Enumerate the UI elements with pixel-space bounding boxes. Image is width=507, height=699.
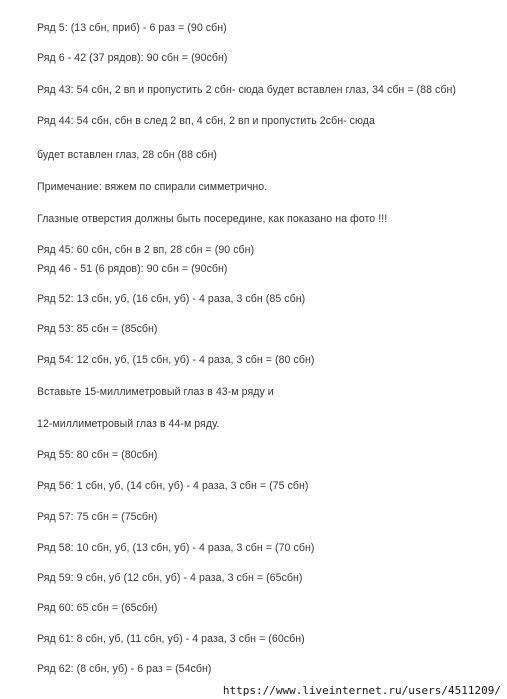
eye-holes-note-line: Глазные отверстия должны быть посередине, как показано на фото !!! xyxy=(37,213,388,225)
rows-46-51-line: Ряд 46 - 51 (6 рядов): 90 сбн = (90сбн) xyxy=(37,263,228,275)
row-43-line: Ряд 43: 54 сбн, 2 вп и пропустить 2 сбн- сюда будет вставлен глаз, 34 сбн = (88 сбн) xyxy=(37,84,456,96)
row-44-line: Ряд 44: 54 сбн, сбн в след 2 вп, 4 сбн, 2 вп и пропустить 2сбн- сюда xyxy=(37,115,375,127)
source-url-watermark: https://www.liveinternet.ru/users/4511209/ xyxy=(222,684,501,697)
row-54-line: Ряд 54: 12 сбн, уб, (15 сбн, уб) - 4 раза, 3 сбн = (80 сбн) xyxy=(37,354,315,366)
row-5-line: Ряд 5: (13 сбн, приб) - 6 раз = (90 сбн) xyxy=(37,22,227,34)
row-55-line: Ряд 55: 80 сбн = (80сбн) xyxy=(37,449,158,461)
insert-eye-12mm-line: 12-миллиметровый глаз в 44-м ряду. xyxy=(37,418,220,430)
row-44-continuation-line: будет вставлен глаз, 28 сбн (88 сбн) xyxy=(37,149,217,161)
note-line: Примечание: вяжем по спирали симметрично. xyxy=(37,181,268,193)
row-60-line: Ряд 60: 65 сбн = (65сбн) xyxy=(37,602,158,614)
row-53-line: Ряд 53: 85 сбн = (85сбн) xyxy=(37,323,158,335)
row-59-line: Ряд 59: 9 сбн, уб (12 сбн, уб) - 4 раза, 3 сбн = (65сбн) xyxy=(37,572,303,584)
row-57-line: Ряд 57: 75 сбн = (75сбн) xyxy=(37,511,158,523)
row-52-line: Ряд 52: 13 сбн, уб, (16 сбн, уб) - 4 раза, 3 сбн (85 сбн) xyxy=(37,293,306,305)
row-58-line: Ряд 58: 10 сбн, уб, (13 сбн, уб) - 4 раза, 3 сбн = (70 сбн) xyxy=(37,542,315,554)
row-62-line: Ряд 62: (8 сбн, уб) - 6 раз = (54сбн) xyxy=(37,663,212,675)
insert-eye-15mm-line: Вставьте 15-миллиметровый глаз в 43-м ряду и xyxy=(37,386,274,398)
rows-6-42-line: Ряд 6 - 42 (37 рядов): 90 сбн = (90сбн) xyxy=(37,52,228,64)
row-56-line: Ряд 56: 1 сбн, уб, (14 сбн, уб) - 4 раза, 3 сбн = (75 сбн) xyxy=(37,480,309,492)
row-45-line: Ряд 45: 60 сбн, сбн в 2 вп, 28 сбн = (90 сбн) xyxy=(37,244,255,256)
row-61-line: Ряд 61: 8 сбн, уб, (11 сбн, уб) - 4 раза, 3 сбн = (60сбн) xyxy=(37,633,305,645)
